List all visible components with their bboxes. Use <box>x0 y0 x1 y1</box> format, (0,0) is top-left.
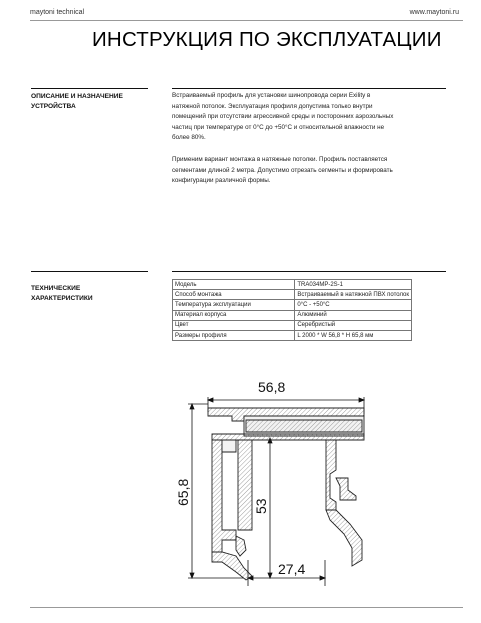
spec-value: Алюминий <box>295 310 412 320</box>
spec-key: Размеры профиля <box>173 330 295 340</box>
spec-key: Цвет <box>173 320 295 330</box>
spec-value: Встраиваемый в натяжной ПВХ потолок <box>295 290 412 300</box>
spec-key: Способ монтажа <box>173 290 295 300</box>
spec-value: TRA034MP-2S-1 <box>295 280 412 290</box>
footer-divider <box>30 607 463 608</box>
brand-label: maytoni technical <box>30 9 85 16</box>
description-label-line1: ОПИСАНИЕ И НАЗНАЧЕНИЕ <box>31 93 123 100</box>
spec-key: Модель <box>173 280 295 290</box>
spec-key: Материал корпуса <box>173 310 295 320</box>
spec-key: Температура эксплуатации <box>173 300 295 310</box>
dimension-inner-height-label: 53 <box>253 498 269 514</box>
dimension-bottom-width-label: 27,4 <box>278 561 306 577</box>
page-title: ИНСТРУКЦИЯ ПО ЭКСПЛУАТАЦИИ <box>92 28 442 51</box>
description-paragraph-1: Встраиваемый профиль для установки шинопровода серии Exility в натяжной потолок. Эксплуатация профиля допустима только внутри помещений при отсутствии агрессивной среды и посторонних аэрозольных частиц при температуре от 0°С до +50°С и относительной влажности не более 80%. <box>172 92 394 142</box>
profile-section <box>208 408 364 580</box>
description-paragraph-2: Применим вариант монтажа в натяжные потолки. Профиль поставляется сегментами длиной 2 метра. Допустимо отрезать сегменты и формировать конфигурации различной формы. <box>172 155 393 185</box>
specs-label-line2: ХАРАКТЕРИСТИКИ <box>31 294 93 302</box>
dimension-height-label: 65,8 <box>175 478 191 506</box>
spec-value: Серебристый <box>295 320 412 330</box>
website-link[interactable]: www.maytoni.ru <box>409 9 459 16</box>
dimension-width-label: 56,8 <box>258 379 286 395</box>
spec-value: L 2000 * W 56,8 * H 65,8 мм <box>295 330 412 340</box>
description-label-line2: УСТРОЙСТВА <box>31 102 76 110</box>
specs-label-line1: ТЕХНИЧЕСКИЕ <box>31 285 81 292</box>
spec-value: 0°С - +50°С <box>295 300 412 310</box>
